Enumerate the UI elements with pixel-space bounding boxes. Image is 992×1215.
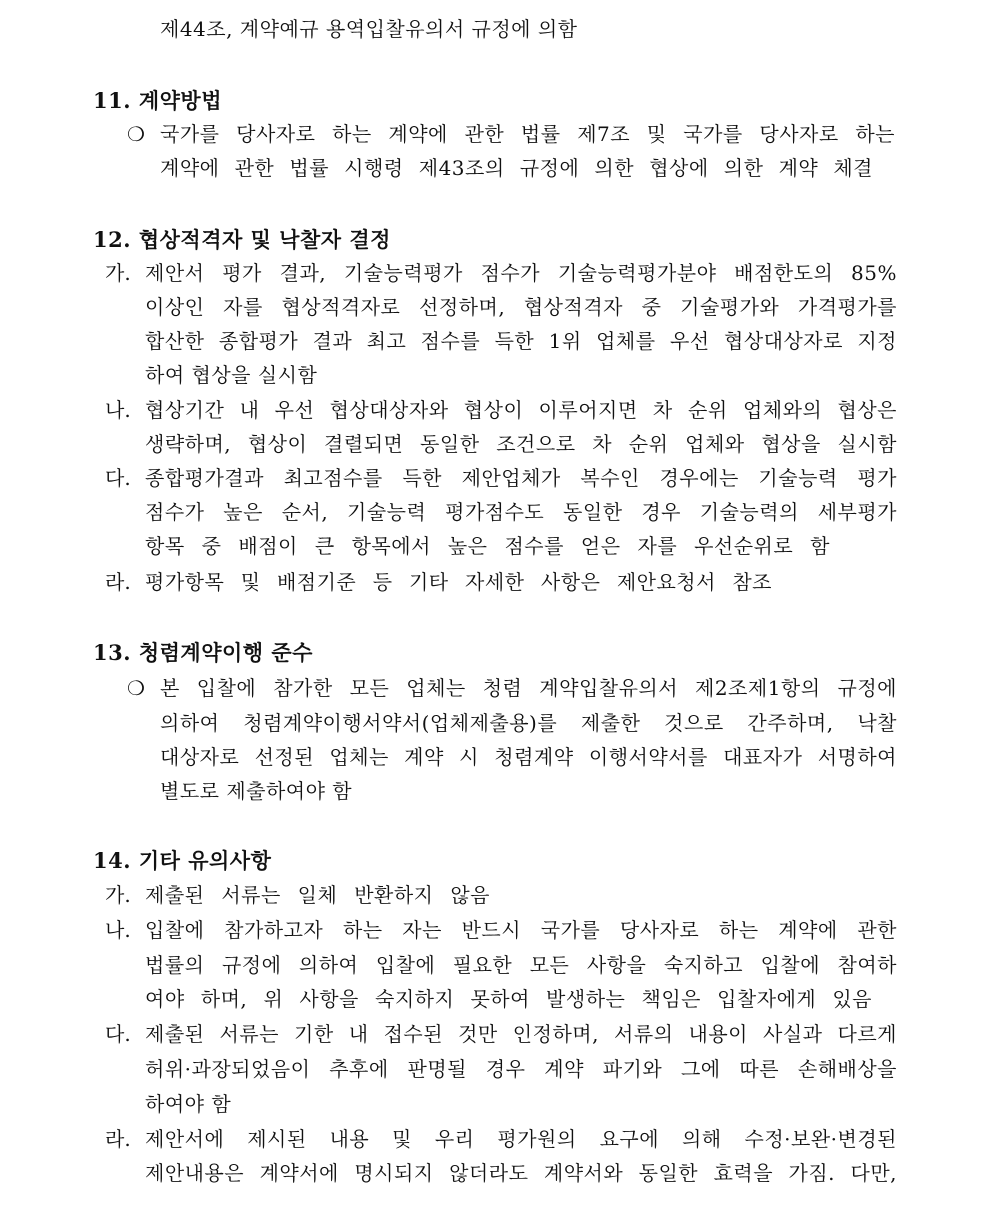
section-12-item-ra-marker: 라. (105, 570, 131, 594)
section-14-item-na-line-2: 법률의 규정에 의하여 입찰에 필요한 모든 사항을 숙지하고 입찰에 참여하 (145, 953, 897, 977)
section-14-item-ra-line-1: 제안서에 제시된 내용 및 우리 평가원의 요구에 의해 수정·보완·변경된 (145, 1127, 897, 1151)
section-14-item-ra-marker: 라. (105, 1127, 131, 1151)
section-14-item-ga-marker: 가. (105, 883, 131, 907)
section-14-item-na-line-3: 여야 하며, 위 사항을 숙지하지 못하여 발생하는 책임은 입찰자에게 있음 (145, 987, 872, 1011)
section-12-item-ga-marker: 가. (105, 261, 131, 285)
section-11-bullet-icon: ❍ (127, 122, 145, 146)
section-11-heading: 11. 계약방법 (93, 88, 222, 113)
section-14-item-na-marker: 나. (105, 918, 131, 942)
intro-text: 제44조, 계약예규 용역입찰유의서 규정에 의함 (160, 17, 578, 41)
section-14-item-da-line-2: 허위·과장되었음이 추후에 판명될 경우 계약 파기와 그에 따른 손해배상을 (145, 1057, 897, 1081)
section-12-item-na-marker: 나. (105, 398, 131, 422)
section-13-line-1: 본 입찰에 참가한 모든 업체는 청렴 계약입찰유의서 제2조제1항의 규정에 (160, 676, 897, 700)
section-14-item-da-line-3: 하여야 함 (145, 1092, 232, 1116)
section-14-heading: 14. 기타 유의사항 (93, 848, 272, 873)
section-13-line-2: 의하여 청렴계약이행서약서(업체제출용)를 제출한 것으로 간주하며, 낙찰 (160, 711, 897, 735)
section-12-item-ga-line-4: 하여 협상을 실시함 (145, 363, 318, 387)
section-12-item-da-marker: 다. (105, 466, 131, 490)
section-13-heading: 13. 청렴계약이행 준수 (93, 640, 313, 665)
section-12-item-ga-line-2: 이상인 자를 협상적격자로 선정하며, 협상적격자 중 기술평가와 가격평가를 (145, 295, 897, 319)
section-14-item-ga-line-1: 제출된 서류는 일체 반환하지 않음 (145, 883, 490, 907)
section-12-heading: 12. 협상적격자 및 낙찰자 결정 (93, 227, 391, 252)
section-13-line-3: 대상자로 선정된 업체는 계약 시 청렴계약 이행서약서를 대표자가 서명하여 (160, 745, 897, 769)
section-12-item-ga-line-1: 제안서 평가 결과, 기술능력평가 점수가 기술능력평가분야 배점한도의 85% (145, 261, 897, 285)
section-11-line-2: 계약에 관한 법률 시행령 제43조의 규정에 의한 협상에 의한 계약 체결 (160, 156, 873, 180)
section-12-item-da-line-1: 종합평가결과 최고점수를 득한 제안업체가 복수인 경우에는 기술능력 평가 (145, 466, 897, 490)
section-12-item-ga-line-3: 합산한 종합평가 결과 최고 점수를 득한 1위 업체를 우선 협상대상자로 지정 (145, 329, 897, 353)
section-12-item-na-line-1: 협상기간 내 우선 협상대상자와 협상이 이루어지면 차 순위 업체와의 협상은 (145, 398, 897, 422)
section-14-item-ra-line-2: 제안내용은 계약서에 명시되지 않더라도 계약서와 동일한 효력을 가짐. 다만, (145, 1161, 897, 1185)
section-14-item-da-line-1: 제출된 서류는 기한 내 접수된 것만 인정하며, 서류의 내용이 사실과 다르게 (145, 1022, 897, 1046)
section-12-item-da-line-3: 항목 중 배점이 큰 항목에서 높은 점수를 얻은 자를 우선순위로 함 (145, 534, 830, 558)
section-12-item-na-line-2: 생략하며, 협상이 결렬되면 동일한 조건으로 차 순위 업체와 협상을 실시함 (145, 432, 897, 456)
section-11-line-1: 국가를 당사자로 하는 계약에 관한 법률 제7조 및 국가를 당사자로 하는 (160, 122, 895, 146)
section-12-item-ra-line-1: 평가항목 및 배점기준 등 기타 자세한 사항은 제안요청서 참조 (145, 570, 772, 594)
section-14-item-da-marker: 다. (105, 1022, 131, 1046)
section-13-line-4: 별도로 제출하여야 함 (160, 779, 353, 803)
section-14-item-na-line-1: 입찰에 참가하고자 하는 자는 반드시 국가를 당사자로 하는 계약에 관한 (145, 918, 897, 942)
section-13-bullet-icon: ❍ (127, 676, 145, 700)
section-12-item-da-line-2: 점수가 높은 순서, 기술능력 평가점수도 동일한 경우 기술능력의 세부평가 (145, 500, 897, 524)
